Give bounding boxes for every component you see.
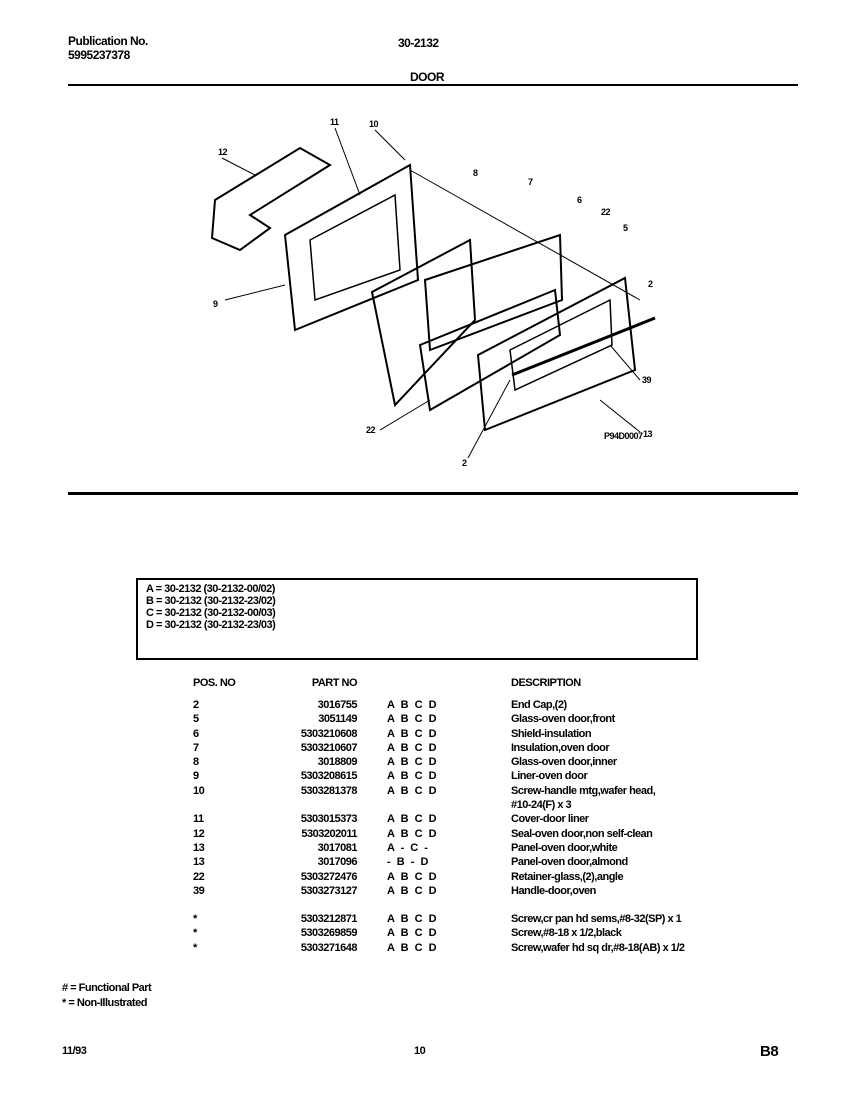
- table-row: [193, 912, 685, 926]
- publication-label: Publication No.: [68, 34, 148, 48]
- callout-5: 5: [623, 223, 628, 233]
- callout-22: 22: [601, 207, 611, 217]
- cell-desc: Screw,#8-18 x 1/2,black: [511, 927, 622, 940]
- cell-part: [253, 798, 357, 812]
- page-number: 10: [414, 1045, 426, 1057]
- cell-codes: A B C D: [387, 699, 437, 711]
- table-row: [193, 769, 685, 783]
- cell-codes: A B C D: [387, 770, 437, 783]
- cell-pos: 11: [193, 813, 204, 826]
- cell-part: 5303269859: [300, 927, 357, 940]
- cell-codes: A B C D: [387, 713, 437, 726]
- cell-codes: A B C D: [387, 827, 437, 840]
- cell-pos: 39: [193, 884, 205, 897]
- cell-pos: 9: [193, 770, 199, 783]
- cell-pos: *: [193, 927, 197, 940]
- callout-11: 11: [330, 117, 339, 127]
- footer-date: 11/93: [62, 1045, 87, 1057]
- cell-pos: 6: [193, 727, 199, 740]
- cell-part: 3017096: [317, 856, 357, 869]
- cell-codes: A B C D: [387, 741, 437, 754]
- cell-pos: *: [193, 941, 197, 954]
- cell-desc: Cover-door liner: [511, 813, 589, 826]
- cell-pos: 2: [193, 699, 199, 711]
- cell-pos: [193, 798, 253, 812]
- exploded-door-diagram: [0, 0, 864, 500]
- publication-number: 5995237378: [68, 48, 130, 62]
- cell-desc: Glass-oven door,front: [511, 713, 615, 726]
- cell-desc: #10-24(F) x 3: [511, 799, 572, 812]
- cell-part: 5303202011: [301, 827, 357, 840]
- callout-9: 9: [213, 299, 218, 309]
- cell-pos: 22: [193, 870, 205, 883]
- table-row: [193, 926, 685, 940]
- callout-12: 12: [218, 147, 228, 157]
- table-row: [193, 727, 685, 741]
- callout-2: 2: [648, 279, 653, 289]
- table-row: [193, 755, 685, 769]
- cell-part: 3018809: [317, 756, 357, 769]
- insulation: [372, 240, 475, 405]
- cell-part: 5303208615: [300, 770, 357, 783]
- cell-part: 3017081: [317, 841, 357, 854]
- callout-22b: 22: [366, 425, 376, 435]
- table-row: [193, 698, 685, 712]
- cell-pos: 5: [193, 713, 199, 726]
- footnote-functional: # = Functional Part: [62, 982, 152, 994]
- cell-codes: A B C D: [387, 884, 437, 897]
- parts-table: [193, 676, 685, 955]
- callout-7: 7: [528, 177, 533, 187]
- footer-code: B8: [760, 1043, 779, 1060]
- cell-codes: A B C D: [387, 941, 437, 954]
- cell-desc: Screw,cr pan hd sems,#8-32(SP) x 1: [511, 913, 682, 926]
- callout-10: 10: [369, 119, 379, 129]
- table-row: [193, 712, 685, 726]
- header-pos: POS. NO: [193, 677, 236, 689]
- figure-id: P94D0007: [604, 431, 643, 441]
- cell-desc: Panel-oven door,white: [511, 841, 618, 854]
- cell-desc: Insulation,oven door: [511, 741, 610, 754]
- table-row: [193, 741, 685, 755]
- cell-codes: A B C D: [387, 913, 437, 926]
- cell-pos: 13: [193, 856, 205, 869]
- legend-d: D = 30-2132 (30-2132-23/03): [146, 619, 276, 631]
- cell-desc: Retainer-glass,(2),angle: [511, 870, 624, 883]
- cell-desc: Glass-oven door,inner: [511, 756, 617, 769]
- header-part: PART NO: [311, 677, 357, 689]
- table-row: [193, 841, 685, 855]
- callout-39: 39: [642, 375, 652, 385]
- table-row: [193, 884, 685, 898]
- diagram-rule: [68, 492, 798, 495]
- footnote-non-illustrated: * = Non-Illustrated: [62, 997, 147, 1009]
- cell-part: 3051149: [318, 713, 357, 726]
- cell-pos: 8: [193, 756, 199, 769]
- callout-2b: 2: [462, 458, 467, 468]
- cell-part: 5303272476: [300, 870, 357, 883]
- cell-part: 5303271648: [300, 941, 357, 954]
- cell-pos: *: [193, 913, 197, 926]
- cell-part: 5303015373: [300, 813, 357, 826]
- cell-desc: Seal-oven door,non self-clean: [511, 827, 653, 840]
- cell-codes: A B C D: [387, 756, 437, 769]
- cell-desc: Handle-door,oven: [511, 884, 596, 897]
- cell-part: 3016755: [317, 699, 357, 711]
- cell-part: 5303281378: [300, 784, 357, 797]
- table-row: [193, 870, 685, 884]
- table-row: [193, 784, 685, 798]
- model-number: 30-2132: [398, 36, 439, 50]
- cell-desc: Panel-oven door,almond: [511, 856, 628, 869]
- cell-codes: - B - D: [387, 856, 428, 869]
- cell-pos: 13: [193, 841, 205, 854]
- cell-codes: A B C D: [387, 870, 437, 883]
- door-seal: [212, 148, 330, 250]
- table-row: [193, 798, 685, 812]
- cell-desc: Shield-insulation: [511, 727, 592, 740]
- legend-b: B = 30-2132 (30-2132-23/02): [146, 595, 276, 607]
- legend-c: C = 30-2132 (30-2132-00/03): [146, 607, 276, 619]
- callout-13: 13: [643, 429, 653, 439]
- table-row: [193, 941, 685, 955]
- cell-desc: Screw,wafer hd sq dr,#8-18(AB) x 1/2: [511, 941, 685, 954]
- cell-codes: A B C D: [387, 784, 437, 797]
- cell-part: 5303273127: [300, 884, 357, 897]
- header-desc: DESCRIPTION: [511, 677, 581, 689]
- cell-part: 5303210608: [300, 727, 357, 740]
- model-legend: [136, 578, 698, 660]
- cell-part: 5303212871: [300, 913, 357, 926]
- cell-codes: A B C D: [387, 813, 437, 826]
- cell-pos: 12: [193, 827, 205, 840]
- cell-pos: 7: [193, 741, 199, 754]
- cell-codes: [357, 798, 471, 812]
- table-row: [193, 855, 685, 869]
- cell-part: 5303210607: [300, 741, 357, 754]
- section-title: DOOR: [410, 70, 444, 84]
- cell-codes: A B C D: [387, 727, 437, 740]
- cell-codes: A B C D: [387, 927, 437, 940]
- table-row: [193, 827, 685, 841]
- cell-codes: A - C -: [387, 841, 428, 854]
- table-row: [193, 812, 685, 826]
- legend-a: A = 30-2132 (30-2132-00/02): [146, 583, 275, 595]
- cell-desc: Screw-handle mtg,wafer head,: [511, 784, 656, 797]
- cell-desc: End Cap,(2): [511, 699, 567, 711]
- callout-6: 6: [577, 195, 582, 205]
- cell-pos: 10: [193, 784, 205, 797]
- callout-8: 8: [473, 168, 478, 178]
- cell-desc: Liner-oven door: [511, 770, 588, 783]
